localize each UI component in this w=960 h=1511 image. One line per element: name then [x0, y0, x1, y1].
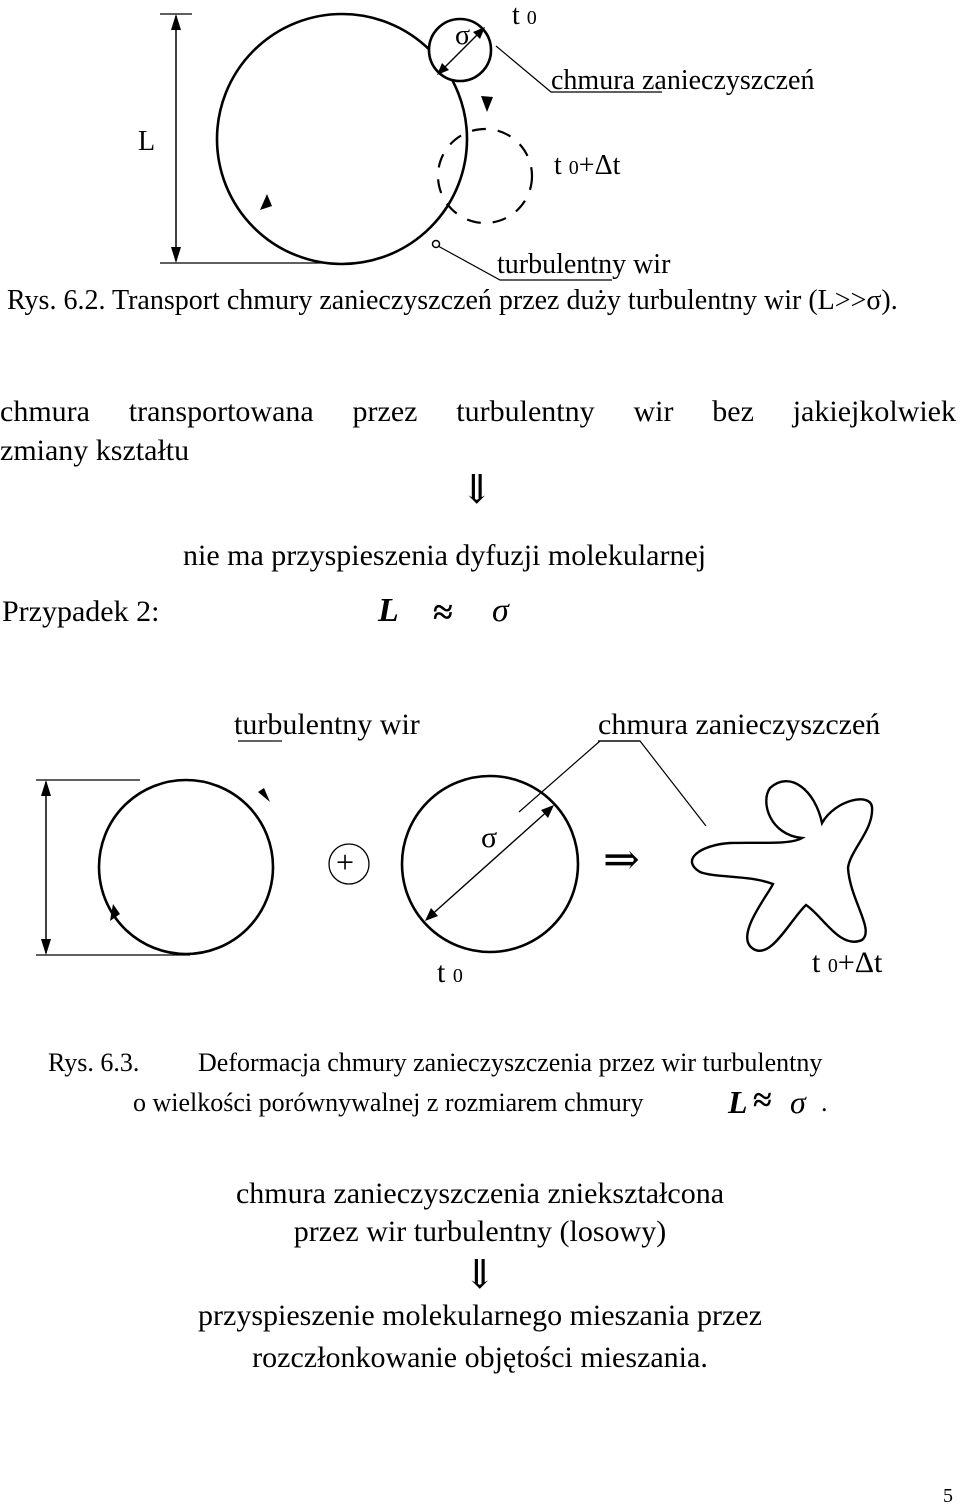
conclusion-line-1: chmura zanieczyszczenia zniekształcona: [235, 1177, 725, 1210]
plus-sign: +: [336, 844, 355, 880]
label-t0: t 0: [512, 0, 537, 31]
label-cloud-2: chmura zanieczyszczeń: [598, 708, 881, 741]
label-sigma: σ: [455, 20, 471, 51]
caption-approx: ≈: [753, 1082, 772, 1119]
label-eddy: turbulentny wir: [497, 249, 671, 280]
page-number: 5: [943, 1485, 953, 1507]
case-L: L: [378, 592, 399, 629]
caption-number-6-3: Rys. 6.3.: [48, 1048, 140, 1077]
eddy-circle: [99, 780, 273, 954]
caption-L: L: [728, 1084, 748, 1120]
label-eddy-2: turbulentny wir: [234, 708, 420, 741]
deformed-cloud-shape: [692, 781, 872, 951]
paragraph-line-1: chmura transportowana przez turbulentny wir bez jakiejkolwiek: [0, 395, 956, 428]
conclusion-line-4: rozczłonkowanie objętości mieszania.: [252, 1341, 708, 1374]
caption-line-2: o wielkości porównywalnej z rozmiarem chmury: [133, 1088, 644, 1117]
case-sigma: σ: [492, 592, 509, 629]
caption-period: .: [821, 1088, 828, 1117]
cloud-circle: [402, 776, 578, 952]
case-label: Przypadek 2:: [2, 595, 160, 628]
conclusion-line-3: przyspieszenie molekularnego mieszania przez: [198, 1299, 762, 1332]
paragraph-line-2: zmiany kształtu: [0, 434, 190, 467]
conclusion-line-2: przez wir turbulentny (losowy): [293, 1215, 667, 1248]
caption-line-1: Deformacja chmury zanieczyszczenia przez wir turbulentny: [198, 1048, 823, 1077]
leader-cloud-a: [598, 741, 706, 826]
label-L: L: [138, 126, 156, 157]
label-cloud: chmura zanieczyszczeń: [551, 65, 815, 96]
dimension-arrow-eddy: [36, 780, 190, 955]
down-implication-arrow-2: ⇓: [463, 1252, 497, 1297]
down-implication-arrow-1: ⇓: [460, 467, 494, 512]
figure-caption-6-2: Rys. 6.2. Transport chmury zanieczyszczeń przez duży turbulentny wir (L>>σ).: [7, 285, 898, 316]
label-t0-dt-2: t 0+Δt: [812, 946, 883, 979]
case-approx: ≈: [433, 592, 453, 632]
caption-sigma: σ: [790, 1084, 806, 1120]
paragraph-line-3: nie ma przyspieszenia dyfuzji molekularnej: [183, 539, 707, 572]
label-t0-dt: t 0+Δt: [554, 150, 621, 181]
right-implication-arrow: ⇒: [603, 835, 640, 884]
label-t0-2: t 0: [437, 956, 463, 989]
leader-cloud-b: [519, 741, 640, 812]
eddy-arrow-top: [258, 788, 270, 802]
label-sigma-2: σ: [481, 821, 498, 854]
